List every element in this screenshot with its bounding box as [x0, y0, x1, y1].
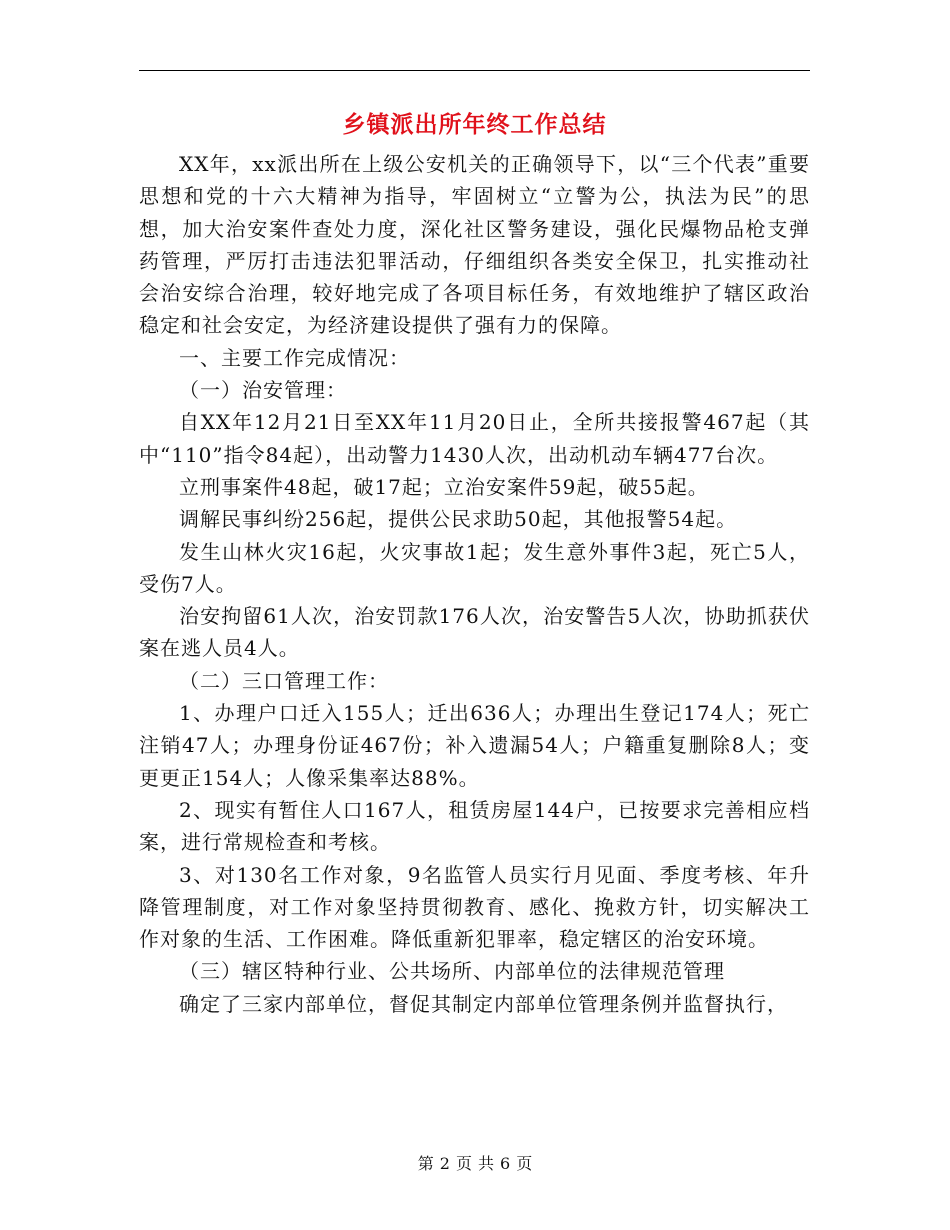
- paragraph-intro: XX年，xx派出所在上级公安机关的正确领导下，以“三个代表”重要思想和党的十六大精神为指导，牢固树立“立警为公，执法为民”的思想，加大治安案件查处力度，深化社区警务建设，强化民爆物品枪支弹药管理，严厉打击违法犯罪活动，仔细组织各类安全保卫，扎实推动社会治安综合治理，较好地完成了各项目标任务，有效地维护了辖区政治稳定和社会安定，为经济建设提供了强有力的保障。: [139, 152, 810, 338]
- subsection-heading-special-industry: （三）辖区特种行业、公共场所、内部单位的法律规范管理: [179, 959, 725, 984]
- header-rule: [139, 70, 810, 71]
- document-body: [139, 148, 810, 1020]
- section-heading-main-work: 一、主要工作完成情况：: [179, 345, 410, 370]
- paragraph-household-1: 1、办理户口迁入155人；迁出636人；办理出生登记174人；死亡注销47人；办理身份证467份；补入遗漏54人；户籍重复删除8人；变更更正154人；人像采集率达88%。: [139, 701, 810, 790]
- paragraph-fire-stats: 发生山林火灾16起，火灾事故1起；发生意外事件3起，死亡5人，受伤7人。: [139, 539, 810, 596]
- footer-total-pages: 6: [500, 1154, 511, 1173]
- paragraph-case-stats: 立刑事案件48起，破17起；立治安案件59起，破55起。: [179, 474, 709, 499]
- document-title: 乡镇派出所年终工作总结: [342, 111, 607, 138]
- paragraph-household-3: 3、对130名工作对象，9名监管人员实行月见面、季度考核、年升降管理制度，对工作对象坚持贯彻教育、感化、挽救方针，切实解决工作对象的生活、工作困难。降低重新犯罪率，稳定辖区的治安环境。: [139, 862, 810, 952]
- footer-page-prefix: 第: [417, 1154, 434, 1173]
- footer-total-suffix: 页: [516, 1154, 533, 1173]
- paragraph-alarm-stats: 自XX年12月21日至XX年11月20日止，全所共接报警467起（其中“110”指令84起），出动警力1430人次，出动机动车辆477台次。: [139, 410, 810, 467]
- footer-page-word: 页: [455, 1154, 472, 1173]
- paragraph-dispute-stats: 调解民事纠纷256起，提供公民求助50起，其他报警54起。: [179, 507, 738, 532]
- footer-total-prefix: 共: [478, 1154, 495, 1173]
- paragraph-internal-units: 确定了三家内部单位，督促其制定内部单位管理条例并监督执行，: [179, 991, 788, 1016]
- paragraph-detention-stats: 治安拘留61人次，治安罚款176人次，治安警告5人次，协助抓获伏案在逃人员4人。: [139, 604, 810, 661]
- subsection-heading-household: （二）三口管理工作：: [179, 668, 389, 693]
- subsection-heading-public-security: （一）治安管理：: [179, 378, 347, 403]
- page-footer: [0, 1154, 950, 1174]
- paragraph-household-2: 2、现实有暂住人口167人，租赁房屋144户，已按要求完善相应档案，进行常规检查和考核。: [139, 797, 810, 855]
- footer-current-page: 2: [439, 1154, 450, 1173]
